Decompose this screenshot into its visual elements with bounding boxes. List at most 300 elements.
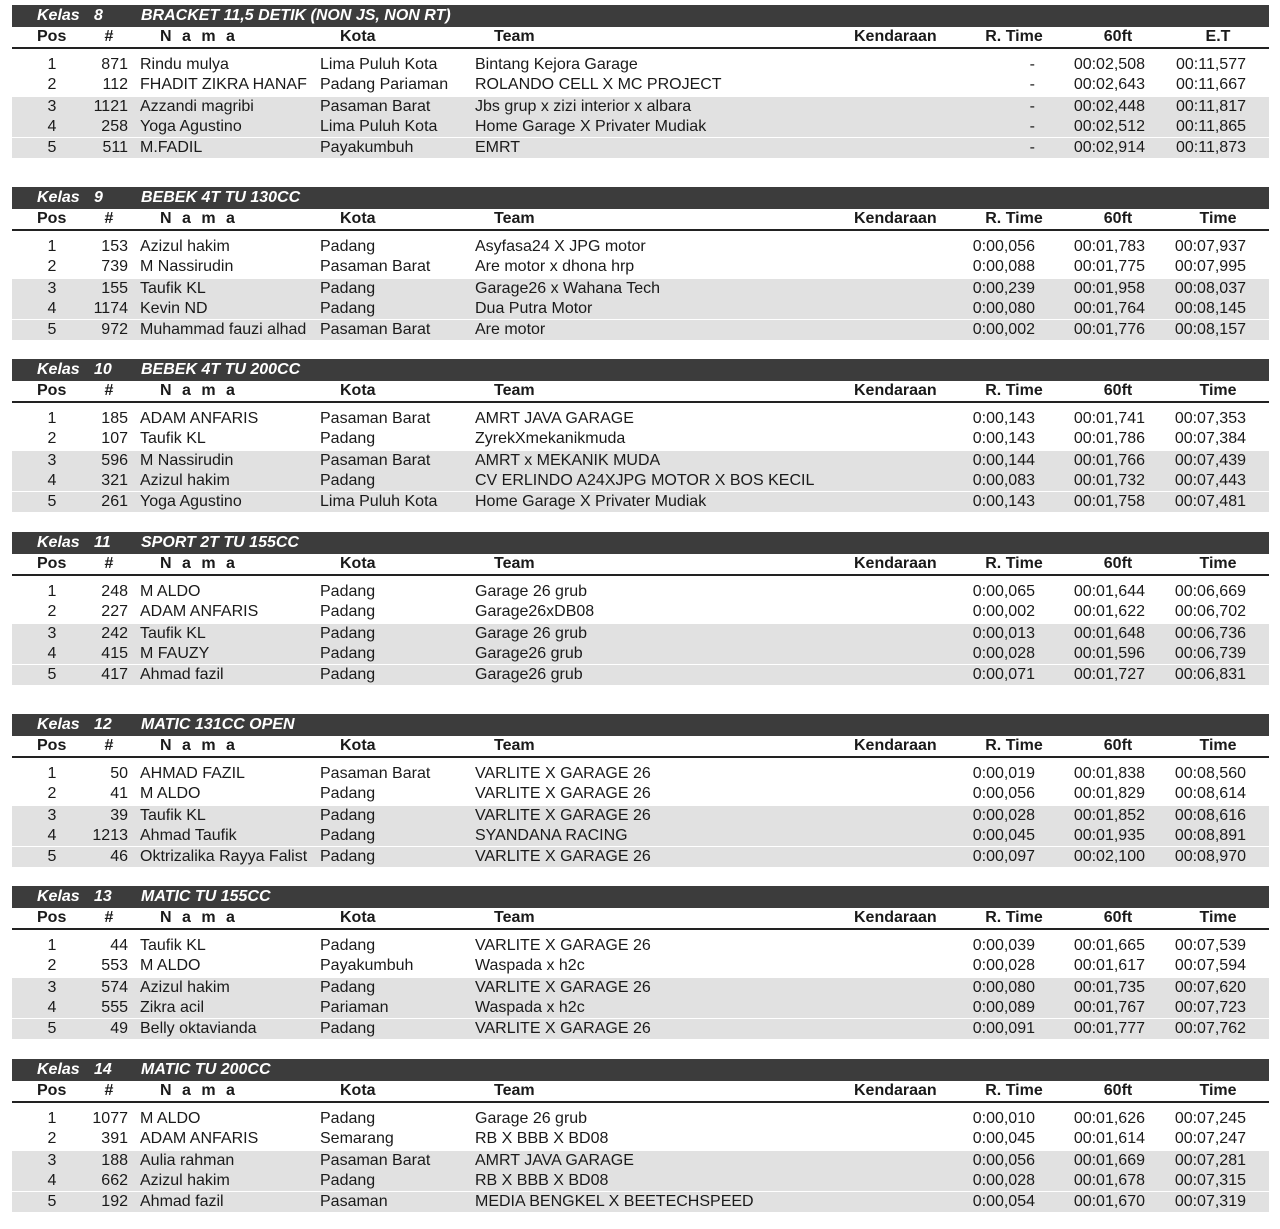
result-row	[12, 409, 1269, 429]
team-cell: MEDIA BENGKEL X BEETECHSPEED	[475, 1193, 754, 1210]
nama-cell: ADAM ANFARIS	[140, 1130, 259, 1147]
header-pos: Pos	[37, 737, 67, 754]
team-cell: VARLITE X GARAGE 26	[475, 937, 651, 954]
result-row	[12, 764, 1269, 784]
team-cell: Waspada x h2c	[475, 999, 585, 1016]
nama-cell: Ahmad fazil	[140, 1193, 224, 1210]
time-cell: 00:11,817	[1176, 98, 1246, 115]
header-time: Time	[1199, 382, 1237, 399]
reaction-time-cell: 0:00,091	[972, 1020, 1035, 1037]
number-cell: 46	[110, 848, 128, 865]
team-cell: ZyrekXmekanikmuda	[475, 430, 626, 447]
reaction-time-cell: 0:00,028	[972, 807, 1035, 824]
nama-cell: Ahmad Taufik	[140, 827, 237, 844]
header-team: Team	[494, 28, 535, 45]
sixty-ft-cell: 00:01,758	[1073, 493, 1145, 510]
sixty-ft-cell: 00:02,508	[1073, 56, 1145, 73]
team-cell: VARLITE X GARAGE 26	[475, 765, 651, 782]
pos-cell: 4	[47, 999, 57, 1016]
nama-cell: Azizul hakim	[140, 238, 230, 255]
number-cell: 112	[102, 76, 128, 93]
pos-cell: 1	[47, 583, 57, 600]
nama-cell: Taufik KL	[140, 807, 206, 824]
pos-cell: 3	[47, 280, 57, 297]
time-cell: 00:07,937	[1174, 238, 1246, 255]
kota-cell: Pasaman Barat	[320, 1152, 431, 1169]
kelas-label: Kelas	[37, 361, 80, 378]
team-cell: RB X BBB X BD08	[475, 1130, 609, 1147]
team-cell: Garage26 grub	[475, 645, 583, 662]
header-number: #	[104, 28, 114, 45]
header-team: Team	[494, 382, 535, 399]
pos-cell: 2	[47, 76, 57, 93]
pos-cell: 5	[47, 321, 57, 338]
pos-cell: 1	[47, 56, 57, 73]
class-section	[12, 532, 1269, 692]
header-pos: Pos	[37, 210, 67, 227]
number-cell: 242	[101, 625, 128, 642]
pos-cell: 2	[47, 258, 57, 275]
result-row	[12, 847, 1269, 867]
header-number: #	[104, 909, 114, 926]
time-cell: 00:06,831	[1174, 666, 1246, 683]
reaction-time-cell: 0:00,028	[972, 1172, 1035, 1189]
header-time: Time	[1199, 737, 1237, 754]
pos-cell: 5	[47, 848, 57, 865]
sixty-ft-cell: 00:01,776	[1073, 321, 1145, 338]
kelas-number: 14	[94, 1061, 112, 1078]
pos-cell: 4	[47, 118, 57, 135]
sixty-ft-cell: 00:02,100	[1073, 848, 1145, 865]
sixty-ft-cell: 00:01,838	[1073, 765, 1145, 782]
pos-cell: 3	[47, 979, 57, 996]
header-60ft: 60ft	[1103, 28, 1133, 45]
column-header-row	[12, 1081, 1269, 1103]
header-60ft: 60ft	[1103, 737, 1133, 754]
number-cell: 596	[101, 452, 128, 469]
class-section	[12, 359, 1269, 519]
number-cell: 739	[101, 258, 128, 275]
header-nama: N a m a	[160, 555, 238, 572]
sixty-ft-cell: 00:01,670	[1073, 1193, 1145, 1210]
reaction-time-cell: 0:00,056	[972, 785, 1035, 802]
class-name: MATIC TU 200CC	[141, 1061, 271, 1078]
class-title-bar	[12, 187, 1269, 209]
number-cell: 1121	[93, 98, 128, 115]
kota-cell: Pasaman Barat	[320, 765, 431, 782]
sixty-ft-cell: 00:01,669	[1073, 1152, 1145, 1169]
result-row	[12, 451, 1269, 471]
reaction-time-cell: 0:00,143	[972, 430, 1035, 447]
nama-cell: Yoga Agustino	[140, 118, 242, 135]
sixty-ft-cell: 00:01,626	[1073, 1110, 1145, 1127]
kelas-label: Kelas	[37, 189, 80, 206]
time-cell: 00:07,353	[1174, 410, 1246, 427]
result-row	[12, 1151, 1269, 1171]
result-row	[12, 644, 1269, 664]
team-cell: Jbs grup x zizi interior x albara	[475, 98, 692, 115]
header-kota: Kota	[340, 737, 376, 754]
number-cell: 1213	[92, 827, 128, 844]
pos-cell: 4	[47, 472, 57, 489]
time-cell: 00:11,667	[1176, 76, 1246, 93]
number-cell: 511	[102, 139, 128, 156]
time-cell: 00:07,620	[1174, 979, 1246, 996]
number-cell: 155	[101, 280, 128, 297]
reaction-time-cell: 0:00,045	[972, 1130, 1035, 1147]
header-pos: Pos	[37, 555, 67, 572]
sixty-ft-cell: 00:01,596	[1073, 645, 1145, 662]
team-cell: ROLANDO CELL X MC PROJECT	[475, 76, 722, 93]
time-cell: 00:07,315	[1174, 1172, 1246, 1189]
kota-cell: Padang	[320, 785, 376, 802]
kelas-label: Kelas	[37, 1061, 80, 1078]
reaction-time-cell: 0:00,002	[972, 603, 1035, 620]
number-cell: 662	[101, 1172, 128, 1189]
kelas-number: 12	[94, 716, 112, 733]
result-row	[12, 97, 1269, 117]
team-cell: AMRT JAVA GARAGE	[475, 1152, 634, 1169]
time-cell: 00:08,560	[1174, 765, 1246, 782]
nama-cell: M ALDO	[140, 583, 201, 600]
time-cell: 00:06,739	[1174, 645, 1246, 662]
time-cell: 00:07,439	[1174, 452, 1246, 469]
sixty-ft-cell: 00:01,958	[1073, 280, 1145, 297]
nama-cell: Ahmad fazil	[140, 666, 224, 683]
header-60ft: 60ft	[1103, 1082, 1133, 1099]
reaction-time-cell: -	[1029, 56, 1035, 73]
reaction-time-cell: -	[1029, 118, 1035, 135]
sixty-ft-cell: 00:01,665	[1073, 937, 1145, 954]
pos-cell: 2	[47, 430, 57, 447]
kota-cell: Padang	[320, 1110, 376, 1127]
team-cell: Garage 26 grub	[475, 625, 588, 642]
result-row	[12, 237, 1269, 257]
result-row	[12, 582, 1269, 602]
result-row	[12, 1109, 1269, 1129]
kota-cell: Padang	[320, 1020, 376, 1037]
class-title-bar	[12, 886, 1269, 908]
reaction-time-cell: 0:00,002	[972, 321, 1035, 338]
reaction-time-cell: 0:00,088	[972, 258, 1035, 275]
kota-cell: Pasaman Barat	[320, 98, 431, 115]
pos-cell: 3	[47, 452, 57, 469]
pos-cell: 2	[47, 957, 57, 974]
class-name: BEBEK 4T TU 130CC	[141, 189, 301, 206]
nama-cell: AHMAD FAZIL	[140, 765, 245, 782]
header-team: Team	[494, 555, 535, 572]
result-row	[12, 956, 1269, 976]
pos-cell: 4	[47, 300, 57, 317]
sixty-ft-cell: 00:01,777	[1073, 1020, 1145, 1037]
header-kendaraan: Kendaraan	[854, 210, 937, 227]
header-time: Time	[1199, 210, 1237, 227]
header-reaction-time: R. Time	[985, 382, 1043, 399]
nama-cell: Muhammad fauzi alhad	[140, 321, 307, 338]
header-reaction-time: R. Time	[985, 555, 1043, 572]
header-kota: Kota	[340, 28, 376, 45]
pos-cell: 3	[47, 98, 57, 115]
pos-cell: 4	[47, 645, 57, 662]
kota-cell: Padang Pariaman	[320, 76, 449, 93]
team-cell: VARLITE X GARAGE 26	[475, 979, 651, 996]
result-row	[12, 602, 1269, 622]
header-kota: Kota	[340, 382, 376, 399]
pos-cell: 3	[47, 807, 57, 824]
kota-cell: Pasaman Barat	[320, 452, 431, 469]
class-title-bar	[12, 5, 1269, 27]
kota-cell: Padang	[320, 645, 376, 662]
pos-cell: 2	[47, 785, 57, 802]
reaction-time-cell: 0:00,144	[972, 452, 1035, 469]
header-team: Team	[494, 210, 535, 227]
kota-cell: Padang	[320, 583, 376, 600]
reaction-time-cell: 0:00,056	[972, 1152, 1035, 1169]
time-cell: 00:07,539	[1174, 937, 1246, 954]
time-cell: 00:08,891	[1174, 827, 1246, 844]
reaction-time-cell: 0:00,143	[972, 493, 1035, 510]
sixty-ft-cell: 00:01,829	[1073, 785, 1145, 802]
header-time: Time	[1199, 1082, 1237, 1099]
kota-cell: Payakumbuh	[320, 139, 414, 156]
nama-cell: ADAM ANFARIS	[140, 410, 259, 427]
column-header-row	[12, 381, 1269, 403]
number-cell: 248	[101, 583, 128, 600]
time-cell: 00:07,594	[1174, 957, 1246, 974]
sixty-ft-cell: 00:01,935	[1073, 827, 1145, 844]
team-cell: Garage26 grub	[475, 666, 583, 683]
sixty-ft-cell: 00:01,678	[1073, 1172, 1145, 1189]
nama-cell: Azizul hakim	[140, 1172, 230, 1189]
number-cell: 415	[101, 645, 128, 662]
number-cell: 50	[110, 765, 128, 782]
number-cell: 107	[101, 430, 128, 447]
header-nama: N a m a	[160, 737, 238, 754]
pos-cell: 4	[47, 827, 57, 844]
kota-cell: Lima Puluh Kota	[320, 493, 438, 510]
pos-cell: 5	[47, 1193, 57, 1210]
header-number: #	[104, 382, 114, 399]
column-header-row	[12, 908, 1269, 930]
reaction-time-cell: 0:00,039	[972, 937, 1035, 954]
kelas-number: 8	[94, 7, 103, 24]
reaction-time-cell: 0:00,028	[972, 645, 1035, 662]
header-nama: N a m a	[160, 210, 238, 227]
header-team: Team	[494, 737, 535, 754]
number-cell: 1174	[93, 300, 128, 317]
kota-cell: Pasaman	[320, 1193, 388, 1210]
team-cell: AMRT JAVA GARAGE	[475, 410, 634, 427]
class-title-bar	[12, 532, 1269, 554]
header-kendaraan: Kendaraan	[854, 382, 937, 399]
result-row	[12, 320, 1269, 340]
team-cell: Home Garage X Privater Mudiak	[475, 118, 707, 135]
header-kendaraan: Kendaraan	[854, 555, 937, 572]
time-cell: 00:07,995	[1174, 258, 1246, 275]
nama-cell: M ALDO	[140, 957, 201, 974]
team-cell: Dua Putra Motor	[475, 300, 593, 317]
kota-cell: Padang	[320, 979, 376, 996]
sixty-ft-cell: 00:01,727	[1073, 666, 1145, 683]
reaction-time-cell: 0:00,097	[972, 848, 1035, 865]
header-kota: Kota	[340, 210, 376, 227]
sixty-ft-cell: 00:02,914	[1073, 139, 1145, 156]
number-cell: 261	[101, 493, 128, 510]
nama-cell: ADAM ANFARIS	[140, 603, 259, 620]
sixty-ft-cell: 00:01,766	[1073, 452, 1145, 469]
header-time: Time	[1199, 555, 1237, 572]
nama-cell: M Nassirudin	[140, 452, 234, 469]
reaction-time-cell: 0:00,019	[972, 765, 1035, 782]
header-nama: N a m a	[160, 1082, 238, 1099]
reaction-time-cell: 0:00,013	[972, 625, 1035, 642]
pos-cell: 1	[47, 765, 57, 782]
header-kendaraan: Kendaraan	[854, 909, 937, 926]
pos-cell: 5	[47, 493, 57, 510]
header-kendaraan: Kendaraan	[854, 28, 937, 45]
nama-cell: Oktrizalika Rayya Falist	[140, 848, 308, 865]
time-cell: 00:07,384	[1174, 430, 1246, 447]
header-nama: N a m a	[160, 382, 238, 399]
sixty-ft-cell: 00:01,644	[1073, 583, 1145, 600]
number-cell: 391	[101, 1130, 128, 1147]
time-cell: 00:07,245	[1174, 1110, 1246, 1127]
result-row	[12, 1129, 1269, 1149]
result-row	[12, 492, 1269, 512]
class-section	[12, 714, 1269, 874]
number-cell: 574	[101, 979, 128, 996]
number-cell: 555	[101, 999, 128, 1016]
header-reaction-time: R. Time	[985, 737, 1043, 754]
result-row	[12, 665, 1269, 685]
result-row	[12, 299, 1269, 319]
time-cell: 00:08,145	[1174, 300, 1246, 317]
result-row	[12, 998, 1269, 1018]
result-row	[12, 978, 1269, 998]
time-cell: 00:08,614	[1174, 785, 1246, 802]
sixty-ft-cell: 00:01,775	[1073, 258, 1145, 275]
team-cell: Home Garage X Privater Mudiak	[475, 493, 707, 510]
sixty-ft-cell: 00:01,617	[1073, 957, 1145, 974]
result-row	[12, 826, 1269, 846]
kota-cell: Lima Puluh Kota	[320, 56, 438, 73]
reaction-time-cell: 0:00,028	[972, 957, 1035, 974]
number-cell: 153	[101, 238, 128, 255]
team-cell: Bintang Kejora Garage	[475, 56, 638, 73]
kota-cell: Semarang	[320, 1130, 394, 1147]
header-time: E.T	[1205, 28, 1231, 45]
header-time: Time	[1199, 909, 1237, 926]
team-cell: Waspada x h2c	[475, 957, 585, 974]
time-cell: 00:06,736	[1174, 625, 1246, 642]
reaction-time-cell: 0:00,010	[972, 1110, 1035, 1127]
nama-cell: M Nassirudin	[140, 258, 234, 275]
result-row	[12, 117, 1269, 137]
reaction-time-cell: 0:00,083	[972, 472, 1035, 489]
class-section	[12, 187, 1269, 347]
header-pos: Pos	[37, 382, 67, 399]
sixty-ft-cell: 00:01,764	[1073, 300, 1145, 317]
kota-cell: Padang	[320, 666, 376, 683]
reaction-time-cell: 0:00,089	[972, 999, 1035, 1016]
number-cell: 188	[101, 1152, 128, 1169]
kota-cell: Padang	[320, 472, 376, 489]
time-cell: 00:07,762	[1174, 1020, 1246, 1037]
header-kota: Kota	[340, 1082, 376, 1099]
class-title-bar	[12, 1059, 1269, 1081]
time-cell: 00:07,319	[1174, 1193, 1246, 1210]
sixty-ft-cell: 00:01,767	[1073, 999, 1145, 1016]
kota-cell: Padang	[320, 238, 376, 255]
team-cell: AMRT x MEKANIK MUDA	[475, 452, 661, 469]
result-row	[12, 55, 1269, 75]
header-number: #	[104, 737, 114, 754]
column-header-row	[12, 736, 1269, 758]
nama-cell: Azizul hakim	[140, 472, 230, 489]
class-name: BRACKET 11,5 DETIK (NON JS, NON RT)	[141, 7, 451, 24]
class-section	[12, 886, 1269, 1046]
nama-cell: Azizul hakim	[140, 979, 230, 996]
result-row	[12, 936, 1269, 956]
result-row	[12, 1171, 1269, 1191]
kota-cell: Padang	[320, 1172, 376, 1189]
pos-cell: 5	[47, 1020, 57, 1037]
time-cell: 00:07,247	[1174, 1130, 1246, 1147]
kota-cell: Padang	[320, 848, 376, 865]
number-cell: 417	[101, 666, 128, 683]
number-cell: 49	[110, 1020, 128, 1037]
result-row	[12, 806, 1269, 826]
class-title-bar	[12, 359, 1269, 381]
result-row	[12, 471, 1269, 491]
sixty-ft-cell: 00:01,786	[1073, 430, 1145, 447]
team-cell: Garage 26 grub	[475, 583, 588, 600]
reaction-time-cell: 0:00,071	[972, 666, 1035, 683]
team-cell: Garage26xDB08	[475, 603, 595, 620]
sixty-ft-cell: 00:02,512	[1073, 118, 1145, 135]
sixty-ft-cell: 00:01,614	[1073, 1130, 1145, 1147]
result-row	[12, 279, 1269, 299]
header-number: #	[104, 210, 114, 227]
number-cell: 227	[101, 603, 128, 620]
header-60ft: 60ft	[1103, 210, 1133, 227]
nama-cell: Taufik KL	[140, 625, 206, 642]
nama-cell: Aulia rahman	[140, 1152, 235, 1169]
pos-cell: 1	[47, 1110, 57, 1127]
result-row	[12, 784, 1269, 804]
sixty-ft-cell: 00:01,735	[1073, 979, 1145, 996]
header-reaction-time: R. Time	[985, 909, 1043, 926]
class-name: MATIC 131CC OPEN	[141, 716, 295, 733]
number-cell: 258	[101, 118, 128, 135]
team-cell: Garage 26 grub	[475, 1110, 588, 1127]
time-cell: 00:06,702	[1174, 603, 1246, 620]
time-cell: 00:07,723	[1174, 999, 1246, 1016]
header-pos: Pos	[37, 28, 67, 45]
sixty-ft-cell: 00:01,732	[1073, 472, 1145, 489]
nama-cell: Taufik KL	[140, 280, 206, 297]
kota-cell: Padang	[320, 280, 376, 297]
pos-cell: 4	[47, 1172, 57, 1189]
team-cell: VARLITE X GARAGE 26	[475, 848, 651, 865]
kota-cell: Padang	[320, 827, 376, 844]
result-row	[12, 75, 1269, 95]
class-name: SPORT 2T TU 155CC	[141, 534, 299, 551]
kelas-number: 13	[94, 888, 112, 905]
header-reaction-time: R. Time	[985, 1082, 1043, 1099]
pos-cell: 2	[47, 1130, 57, 1147]
sixty-ft-cell: 00:01,783	[1073, 238, 1145, 255]
